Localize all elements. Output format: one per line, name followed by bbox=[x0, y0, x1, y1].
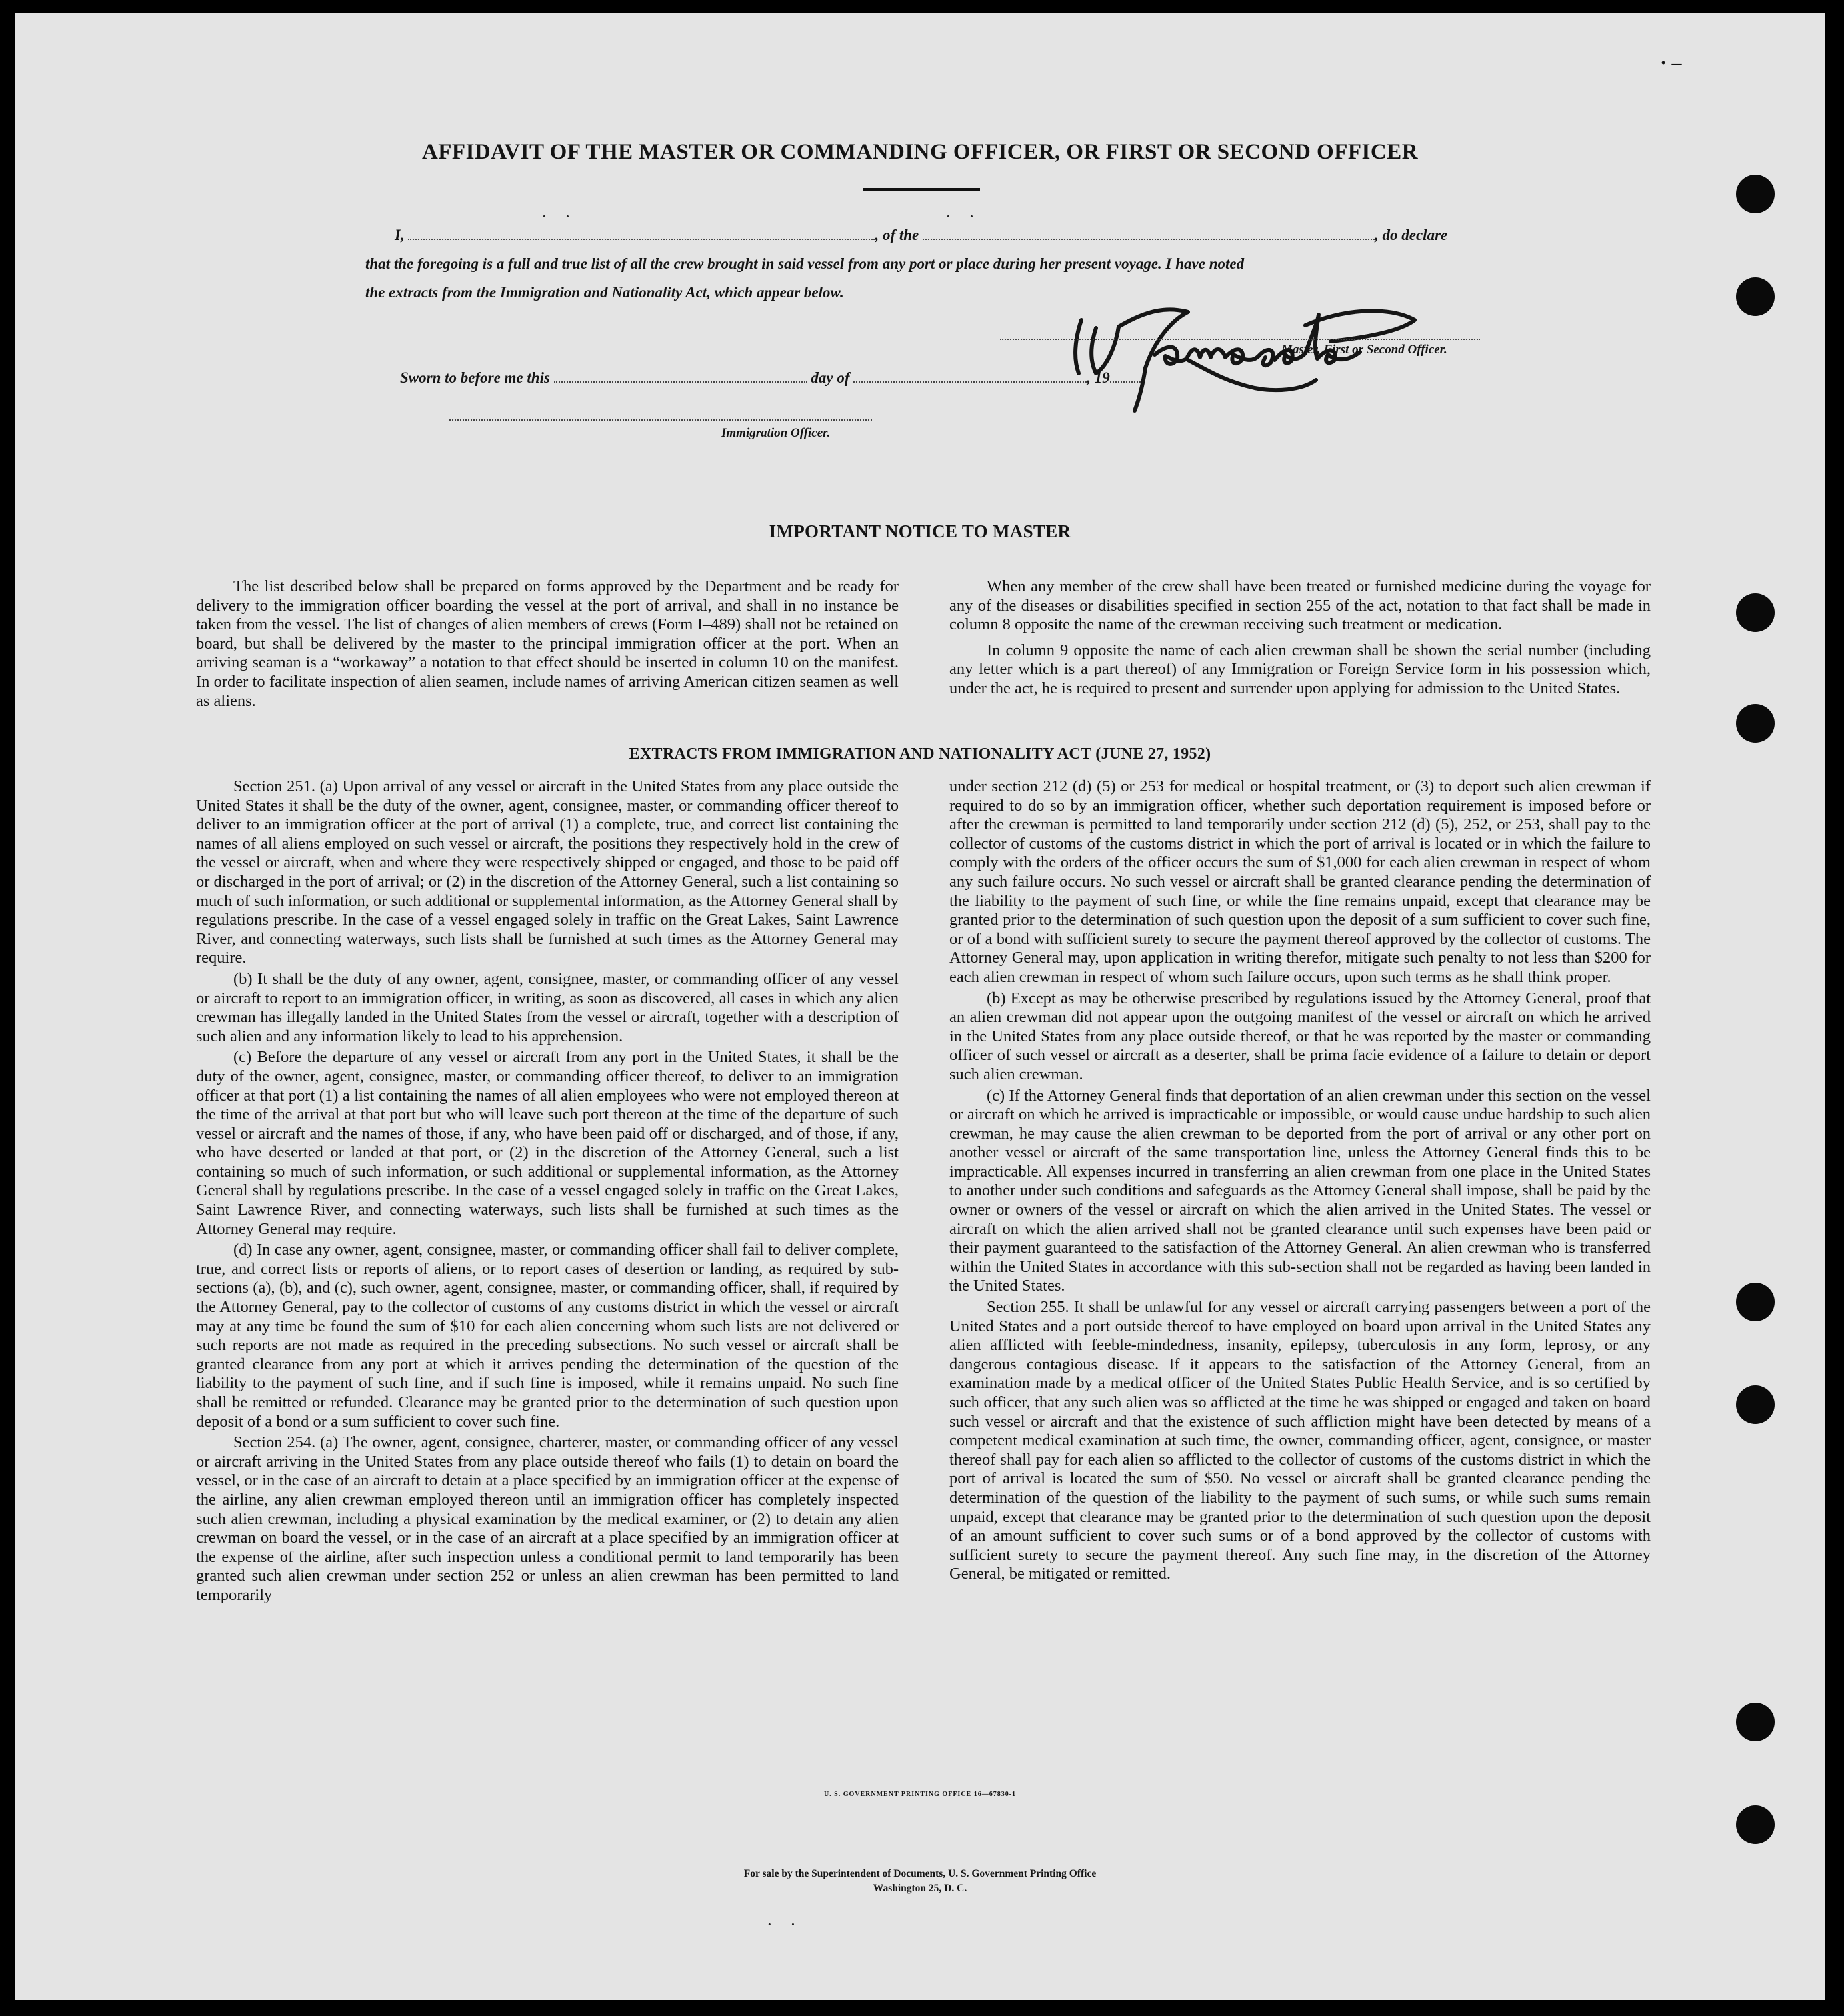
notice-left-column bbox=[196, 577, 899, 713]
declaration-text-line-2: that the foregoing is a full and true list of all the crew brought in said vessel from any port or place during her present voyage. I have noted bbox=[365, 255, 1245, 272]
scan-specks: · · bbox=[945, 207, 981, 226]
declaration-line bbox=[395, 227, 1528, 244]
declaration-of-label: , of the bbox=[875, 227, 919, 243]
binder-hole bbox=[1736, 277, 1775, 316]
declaration-text-line-3: the extracts from the Immigration and Nationality Act, which appear below. bbox=[365, 284, 844, 301]
notice-paragraph: The list described below shall be prepared on forms approved by the Department and be ready for delivery to the immigration officer boarding the vessel at the port of arrival, and shall in no instance be taken from the vessel. The list of changes of alien members of crews (Form I–489) shall not be retained on board, but shall be delivered by the master to the principal immigration officer at the port. When an arriving seaman is a “workaway” a notation to that effect should be inserted in column 10 on the manifest. In order to facilitate inspection of alien seamen, include names of arriving American citizen seamen as well as aliens. bbox=[196, 577, 899, 710]
binder-hole bbox=[1736, 593, 1775, 632]
scan-specks: · · bbox=[767, 1915, 803, 1934]
extract-paragraph: (d) In case any owner, agent, consignee, master, or commanding officer shall fail to deliver complete, true, and correct lists or reports of aliens, or to report cases of desertion or landing, as required by sub-sections (a), (b), and (c), such owner, agent, consignee, master, or commanding officer, shall, if required by the Attorney General, pay to the collector of customs of any customs district in which the vessel or aircraft may at any time be found the sum of $10 for each alien concerning whom such lists are not delivered or such reports are not made as required in the preceding subsections. No such vessel or aircraft shall be granted clearance from any port at which it arrives pending the determination of the question of the liability to the payment of such fine, and if such fine is imposed, while it remains unpaid. No such fine shall be remitted or refunded. Clearance may be granted prior to the determination of such question upon deposit of a bond or a sum sufficient to cover such fine. bbox=[196, 1241, 899, 1431]
extract-paragraph: Section 255. It shall be unlawful for any vessel or aircraft carrying passengers between a port of the United States and a port outside thereof to have employed on board upon arrival in the United States any alien afflicted with feeble-mindedness, insanity, epilepsy, tuberculosis in any form, leprosy, or any dangerous contagious disease. If it appears to the satisfaction of the Attorney General, from an examination made by a medical officer of the United States Public Health Service, and is so certified by such officer, that any such alien was so afflicted at the time he was shipped or engaged and taken on board such vessel or aircraft and that the existence of such affliction might have been detected by means of a competent medical examination at such time, the owner, commanding officer, agent, consignee, or master thereof shall pay for each alien so afflicted to the collector of customs of the customs district in which the port of arrival is located the sum of $50. No vessel or aircraft shall be granted clearance pending the determination of the question of the liability to the payment of such sums, or while such sums remain unpaid, except that clearance may be granted prior to the determination of such question upon the deposit of an amount sufficient to cover such sums or of a bond approved by the collector of customs with sufficient surety to secure the payment thereof. Any such fine may, in the discretion of the Attorney General, be mitigated or remitted. bbox=[949, 1298, 1651, 1583]
sale-notice-line-2: Washington 25, D. C. bbox=[873, 1883, 967, 1894]
sworn-year-field[interactable] bbox=[1110, 369, 1141, 383]
title-rule bbox=[863, 188, 980, 191]
binder-hole bbox=[1736, 704, 1775, 743]
printing-office-imprint: U. S. GOVERNMENT PRINTING OFFICE 16—67830-1 bbox=[823, 1791, 1017, 1798]
extract-paragraph: (c) If the Attorney General finds that deportation of an alien crewman under this section on the vessel or aircraft on which he arrived is impracticable or impossible, or would cause undue hardship to such alien crewman, he may cause the alien crewman to be deported from the port of arrival or any other port on another vessel or aircraft of the same transportation line, unless the Attorney General finds this to be impracticable. All expenses incurred in transferring an alien crewman from one place in the United States to another under such conditions and safeguards as the Attorney General shall impose, shall be paid by the owner or owners of the vessel or aircraft on which the alien arrived in the United States. The vessel or aircraft on which the alien arrived shall not be granted clearance until such expenses have been paid or their payment guaranteed to the satisfaction of the Attorney General. An alien crewman who is transferred within the United States in accordance with this sub-section shall not be regarded as having been landed in the United States. bbox=[949, 1086, 1651, 1295]
binder-hole bbox=[1736, 1703, 1775, 1741]
sworn-day-field[interactable] bbox=[554, 369, 807, 383]
binder-hole bbox=[1736, 1805, 1775, 1844]
sale-notice-line-1: For sale by the Superintendent of Documents, U. S. Government Printing Office bbox=[743, 1868, 1097, 1879]
immigration-officer-caption: Immigration Officer. bbox=[721, 426, 831, 440]
sworn-label: Sworn to before me this bbox=[400, 369, 550, 386]
extracts-heading: EXTRACTS FROM IMMIGRATION AND NATIONALITY ACT (JUNE 27, 1952) bbox=[629, 745, 1211, 763]
extract-paragraph: (c) Before the departure of any vessel or aircraft from any port in the United States, it shall be the duty of the owner, agent, consignee, master, or commanding officer thereof, to deliver to an immigration officer at that port (1) a list containing the names of all alien employees who were not employed thereon at the time of the arrival at that port but who will leave such port thereon at the time of the departure of such vessel or aircraft and the names of those, if any, who have been paid off or discharged, and of those, if any, who have deserted or landed at that port, or (2) in the discretion of the Attorney General, such a list containing so much of such information, or such additional or supplemental information, as the Attorney General shall by regulations prescribe. In the case of a vessel engaged solely in traffic on the Great Lakes, Saint Lawrence River, and connecting waterways, such lists shall be furnished at such times as the Attorney General may require. bbox=[196, 1048, 899, 1238]
document-page bbox=[15, 13, 1825, 2000]
extract-paragraph: (b) Except as may be otherwise prescribed by regulations issued by the Attorney General, proof that an alien crewman did not appear upon the outgoing manifest of the vessel or aircraft on which he arrived in the United States from any place outside thereof, or that he was reported by the master or commanding officer of such vessel or aircraft as a deserter, shall be prima facie evidence of a failure to detain or deport such alien crewman. bbox=[949, 989, 1651, 1083]
binder-hole bbox=[1736, 1283, 1775, 1321]
sworn-year-label: , 19 bbox=[1087, 369, 1110, 386]
sworn-month-field[interactable] bbox=[853, 369, 1087, 383]
affidavit-title: AFFIDAVIT OF THE MASTER OR COMMANDING OFFICER, OR FIRST OR SECOND OFFICER bbox=[421, 140, 1419, 164]
notice-heading: IMPORTANT NOTICE TO MASTER bbox=[769, 521, 1071, 541]
master-signature-line bbox=[1000, 339, 1480, 340]
binder-hole bbox=[1736, 175, 1775, 213]
immigration-officer-line bbox=[449, 419, 872, 421]
notice-paragraph: In column 9 opposite the name of each alien crewman shall be shown the serial number (including any letter which is a part thereof) of any Immigration or Foreign Service form in his possession which, under the act, he is required to present and surrender upon applying for admission to the United States. bbox=[949, 641, 1651, 697]
extract-paragraph: Section 251. (a) Upon arrival of any vessel or aircraft in the United States from any place outside the United States it shall be the duty of the owner, agent, consignee, master, or commanding officer thereof to deliver to an immigration officer at the port of arrival (1) a complete, true, and correct list containing the names of all aliens employed on such vessel or aircraft, the positions they respectively hold in the crew of the vessel or aircraft, when and where they were respectively shipped or engaged, and those to be paid off or discharged in the port of arrival; or (2) in the discretion of the Attorney General, such a list containing so much of such information, or such additional or supplemental information, as the Attorney General shall by regulations prescribe. In the case of a vessel engaged solely in traffic on the Great Lakes, Saint Lawrence River, and connecting waterways, such lists shall be furnished at such times as the Attorney General may require. bbox=[196, 777, 899, 967]
extract-paragraph: under section 212 (d) (5) or 253 for medical or hospital treatment, or (3) to deport such alien crewman if required to do so by an immigration officer, whether such deportation requirement is imposed before or after the crewman is permitted to land temporarily under section 212 (d) (5), 252, or 253, shall pay to the collector of customs of the customs district in which the port of arrival is located or in which the failure to comply with the orders of the officer occurs the sum of $1,000 for each alien crewman in respect of whom any such failure occurs. No such vessel or aircraft shall be granted clearance pending the determination of the liability to the payment of such fine, or while the fine remains unpaid, except that clearance may be granted prior to the determination of such question upon the deposit of a sum sufficient to cover such fine, or of a bond with sufficient surety to secure the payment thereof approved by the collector of customs. The Attorney General may, upon application in writing therefor, mitigate such penalty to not less than $200 for each alien crewman in respect of whom such failure occurs, upon such terms as he shall think proper. bbox=[949, 777, 1651, 986]
sworn-line bbox=[400, 369, 1533, 387]
extract-paragraph: (b) It shall be the duty of any owner, agent, consignee, master, or commanding officer of any vessel or aircraft to report to an immigration officer, in writing, as soon as discovered, all cases in which any alien crewman has illegally landed in the United States from the vessel or aircraft, together with a description of such alien and any information likely to lead to his apprehension. bbox=[196, 969, 899, 1045]
vessel-field[interactable] bbox=[923, 227, 1375, 240]
scan-specks: · · bbox=[541, 207, 577, 226]
notice-paragraph: When any member of the crew shall have been treated or furnished medicine during the voyage for any of the diseases or disabilities specified in section 255 of the act, notation to that fact shall be made in column 8 opposite the name of the crewman receiving such treatment or medication. bbox=[949, 577, 1651, 634]
name-field[interactable] bbox=[408, 227, 875, 240]
sworn-day-of-label: day of bbox=[811, 369, 850, 386]
extract-paragraph: Section 254. (a) The owner, agent, consignee, charterer, master, or commanding officer of any vessel or aircraft arriving in the United States from any place outside thereof who fails (1) to detain on board the vessel, or in the case of an aircraft to detain at a place specified by an immigration officer at the expense of the airline, any alien crewman employed thereon until an immigration officer has completely inspected such alien crewman, including a physical examination by the medical examiner, or (2) to detain any alien crewman on board the vessel, or in the case of an aircraft at a place specified by an immigration officer at the expense of the airline, after such inspection unless a conditional permit to land temporarily has been granted such alien crewman under section 252 or unless an alien crewman has been permitted to land temporarily bbox=[196, 1433, 899, 1604]
corner-mark: · – bbox=[1660, 52, 1682, 74]
binder-hole bbox=[1736, 1385, 1775, 1424]
notice-right-column bbox=[949, 577, 1651, 701]
extracts-right-column bbox=[949, 777, 1651, 1586]
sale-notice bbox=[15, 1867, 1825, 1896]
declaration-i-label: I, bbox=[395, 227, 405, 243]
extracts-left-column bbox=[196, 777, 899, 1607]
declaration-declare-label: , do declare bbox=[1375, 227, 1448, 243]
master-signature-caption: Master, First or Second Officer. bbox=[1281, 343, 1447, 357]
